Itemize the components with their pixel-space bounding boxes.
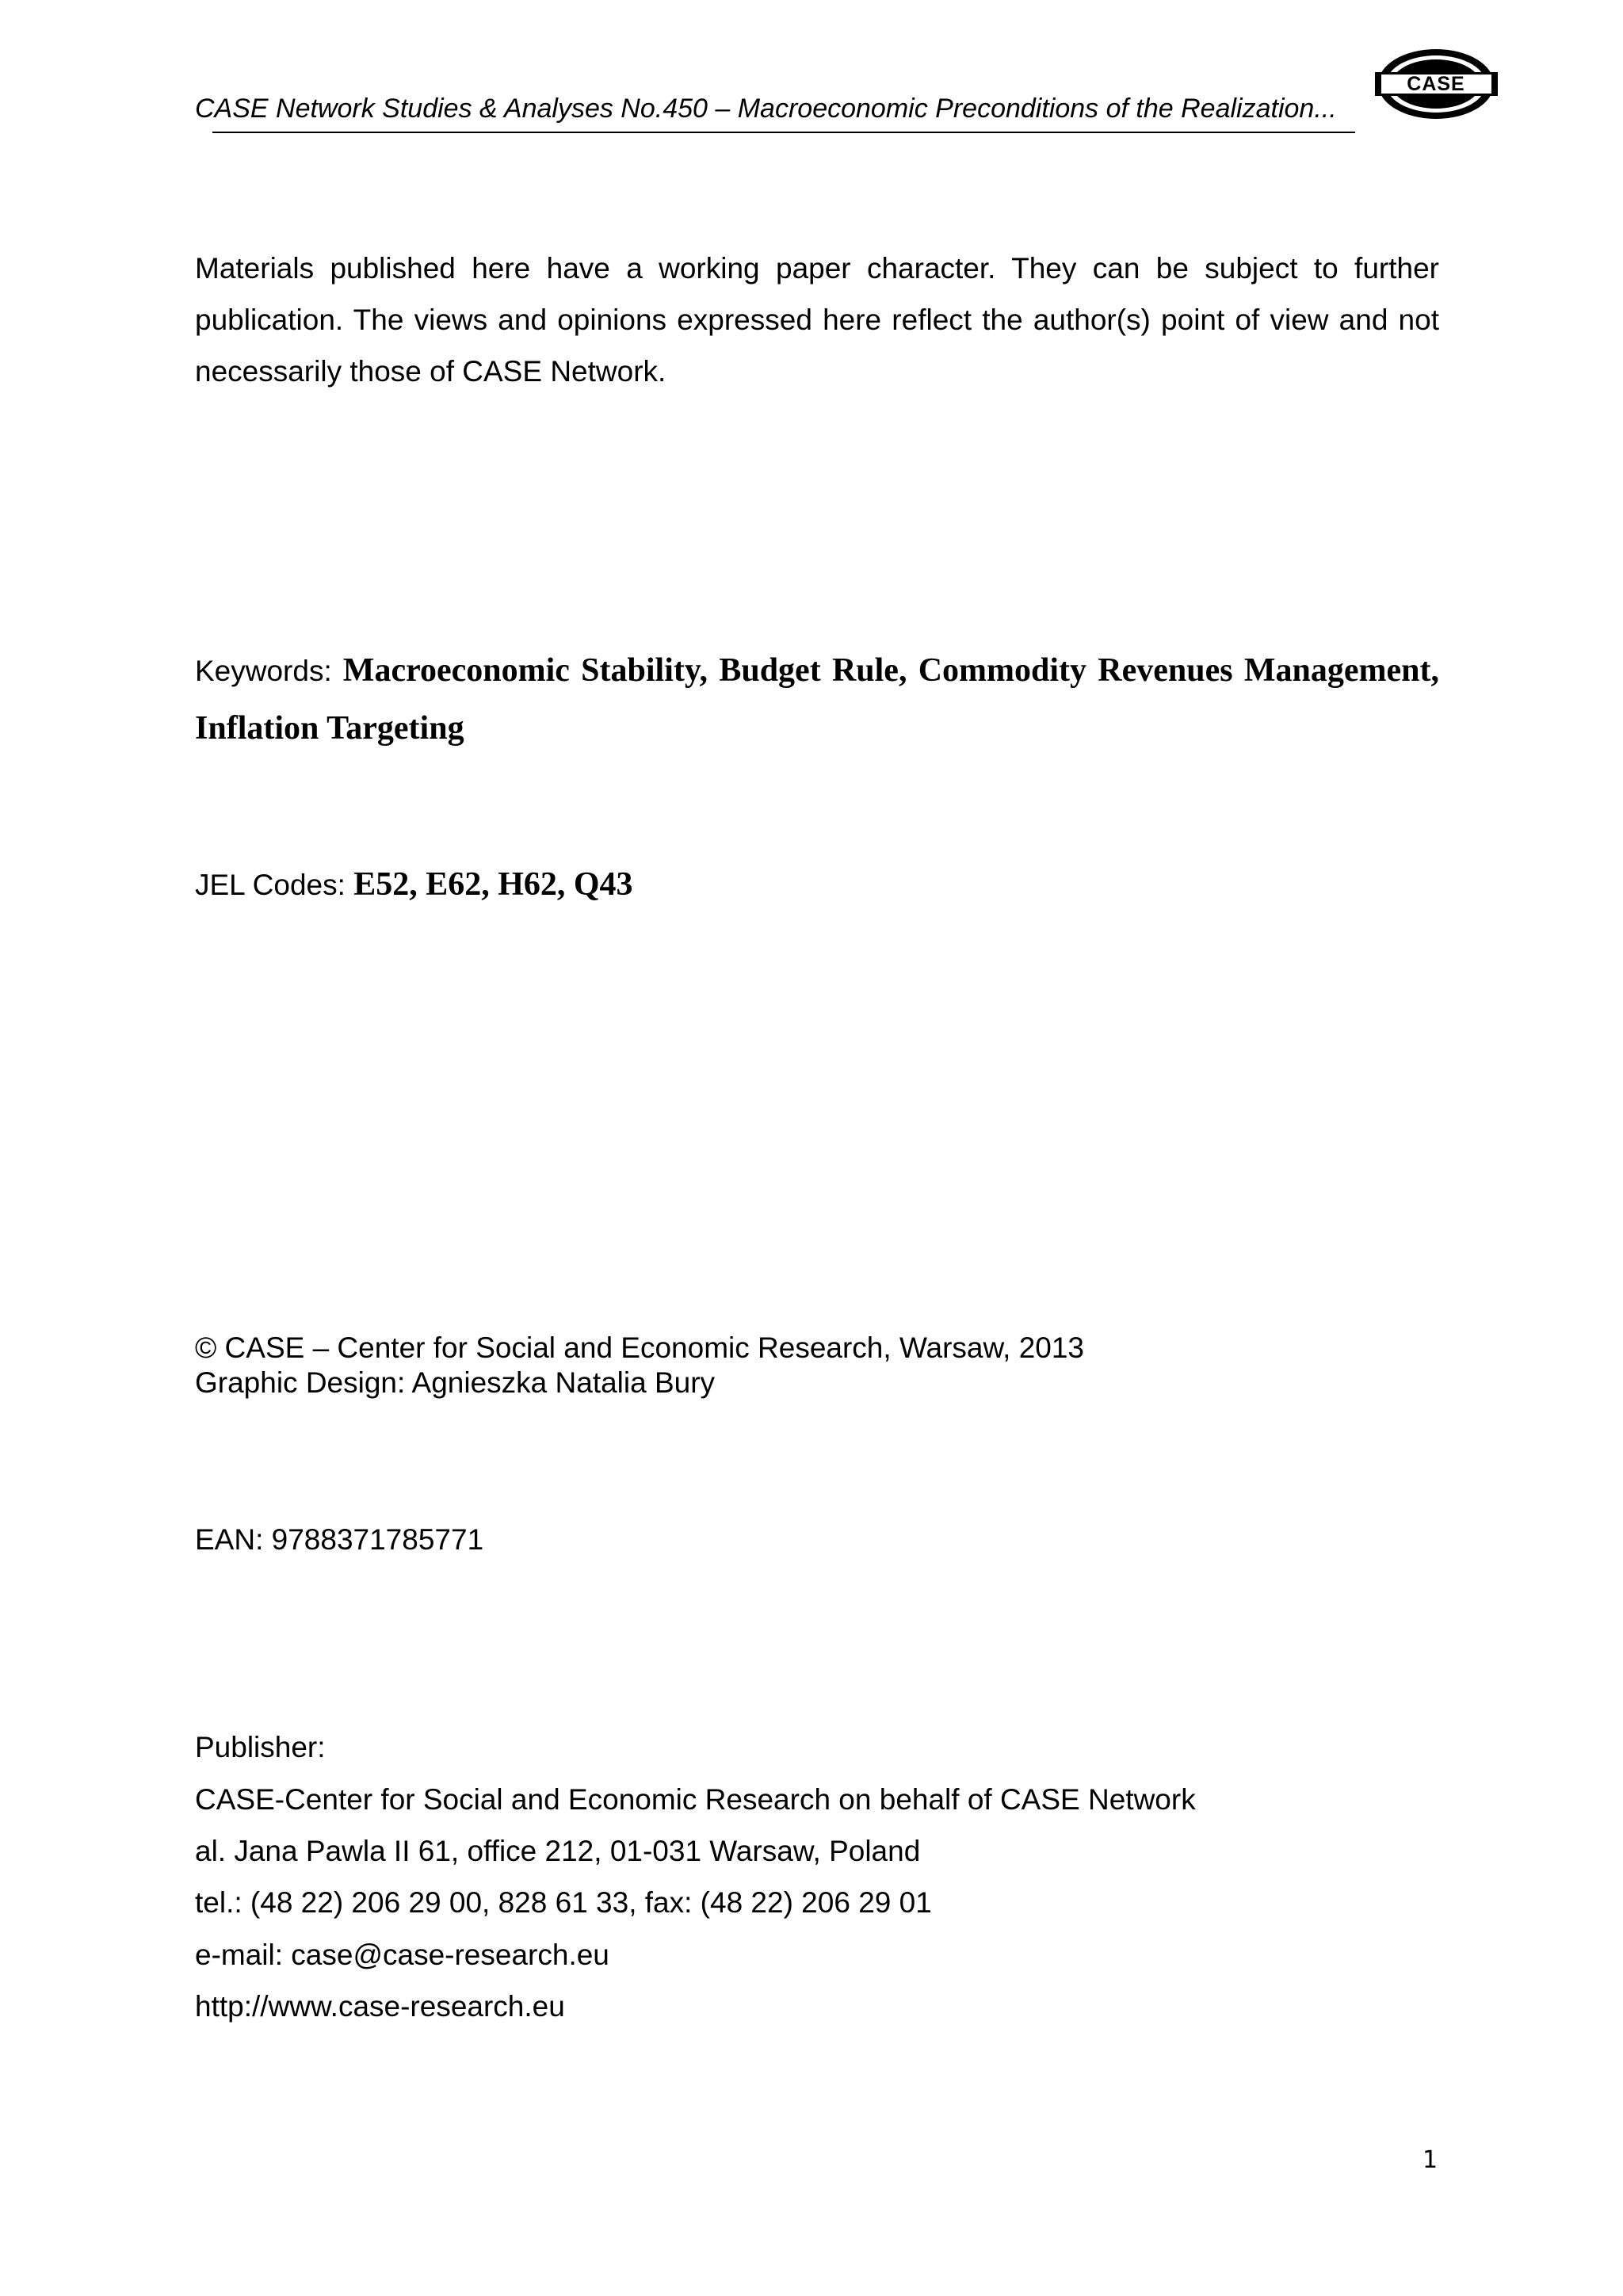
case-logo — [1375, 46, 1498, 122]
keywords-label: Keywords: — [195, 655, 332, 687]
copyright-line: © CASE – Center for Social and Economic Research, Warsaw, 2013 — [195, 1331, 1085, 1364]
jel-label: JEL Codes: — [195, 869, 346, 901]
running-header: CASE Network Studies & Analyses No.450 – Macroeconomic Preconditions of the Realization... — [195, 94, 1337, 124]
keywords — [195, 642, 1439, 758]
page-number: 1 — [1423, 2146, 1438, 2174]
jel-value: E52, E62, H62, Q43 — [353, 866, 633, 903]
logo-text: CASE — [1407, 73, 1465, 95]
publisher-label: Publisher: — [195, 1731, 326, 1763]
ean-line: EAN: 9788371785771 — [195, 1523, 484, 1556]
jel-codes — [195, 865, 633, 904]
keywords-value: Macroeconomic Stability, Budget Rule, Commodity Revenues Management, Inflation Targeting — [195, 652, 1440, 747]
publisher-email: e-mail: case@case-research.eu — [195, 1939, 609, 1971]
header-rule — [212, 132, 1355, 133]
publisher-name: CASE-Center for Social and Economic Research on behalf of CASE Network — [195, 1783, 1196, 1816]
graphic-design-line: Graphic Design: Agnieszka Natalia Bury — [195, 1366, 716, 1399]
publisher-phone: tel.: (48 22) 206 29 00, 828 61 33, fax: (48 22) 206 29 01 — [195, 1886, 932, 1919]
publisher-website: http://www.case-research.eu — [195, 1990, 565, 2023]
publisher-address: al. Jana Pawla II 61, office 212, 01-031 Warsaw, Poland — [195, 1835, 921, 1867]
disclaimer-paragraph: Materials published here have a working paper character. They can be subject to further publication. The views and opinions expressed here reflect the author(s) point of view and not necessarily those of CASE Network. — [195, 252, 1439, 388]
